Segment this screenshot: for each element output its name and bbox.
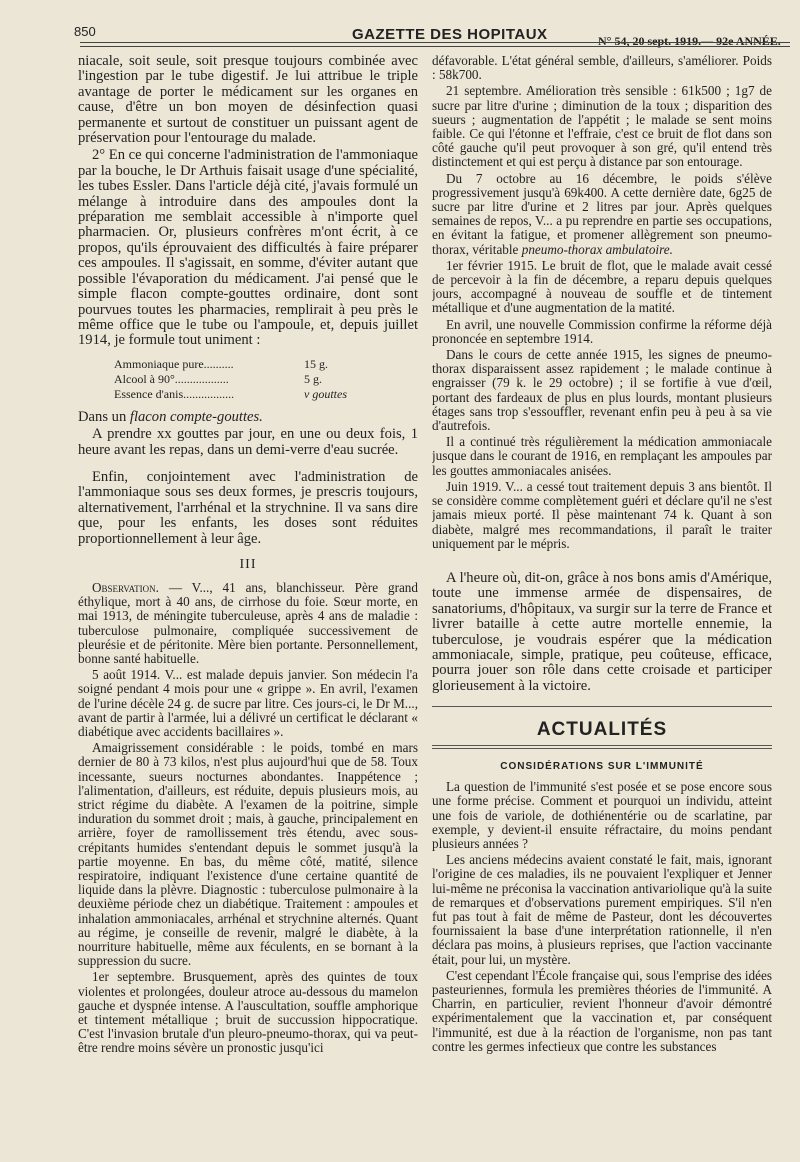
section-rule (432, 745, 772, 746)
paragraph: 21 septembre. Amélioration très sensible : 61k500 ; 1g7 de sucre par litre d'urine ; diminution de la toux ; disparition des sueurs ; augmentation de l'appétit ; le malade se sent moins faible. Ce qui l'étonne et l'effraie, c'est ce bruit de flot dans son côté gauche qu'il peut provoquer à son gré, qu'il entend très distinctement et qui est perçu à distance par son entourage. (432, 83, 772, 170)
page-header (0, 18, 800, 58)
paragraph: défavorable. L'état général semble, d'ailleurs, s'améliorer. Poids : 58k700. (432, 54, 772, 83)
italic-text: pneumo-thorax ambulatoire. (521, 241, 673, 257)
paragraph: Les anciens médecins avaient constaté le fait, mais, ignorant l'origine de ces maladies, ils ne pouvaient l'expliquer et Jenner lui-même ne préconisa la vaccination antivariolique qu'à la suite de remarques et d'observations purement empiriques. S'il n'en fut pas tout à fait de même de Pasteur, dont les découvertes fournissaient la base d'une interprétation rationnelle, il n'en déclara pas moins, à plusieurs reprises, que l'action vaccinante était, pour lui, un mystère. (432, 852, 772, 967)
paragraph: 2° En ce qui concerne l'administration de l'ammoniaque par la bouche, le Dr Arthuis faisait usage d'une spécialité, les tubes Essler. Dans l'article déjà cité, j'avais formulé un mélange à introduire dans des ampoules dont la préparation me semblait accessible à n'importe quel pharmacien. Or, plusieurs confrères m'ont écrit, à ce propos, qu'ils éprouvaient des difficultés à faire préparer ces ampoules. Il s'agissait, en somme, d'éviter autant que possible l'évaporation du médicament. J'ai pensé que le simple flacon compte-gouttes ordinaire, dont sont pourvues toutes les pharmacies, remplirait à peu près le même office que le tube ou l'ampoule, et, depuis juillet 1914, je formule tout uniment : (78, 147, 418, 349)
paragraph: 1er février 1915. Le bruit de flot, que le malade avait cessé de percevoir à la fin de décembre, a reparu depuis quelques jours, accompagné à nouveau de souffle et de tintement métallique et d'une augmentation de la matité. (432, 257, 772, 316)
right-column (432, 54, 772, 1154)
header-rule (80, 42, 790, 43)
paragraph: Il a continué très régulièrement la médication ammoniacale jusque dans le courant de 1916, en remplaçant les ampoules par les gouttes ammoniacales anisées. (432, 434, 772, 478)
paragraph: C'est cependant l'École française qui, sous l'emprise des idées pasteuriennes, formula les premières théories de l'immunité. A Charrin, en particulier, revient l'honneur d'avoir démontré expérimentalement que la vaccination et, par conséquent l'immunité, est due à la réaction de l'organisme, non pas tant contre les germes infectieux que contre les substances (432, 967, 772, 1054)
text-run: Dans un (78, 408, 130, 425)
paragraph: Juin 1919. V... a cessé tout traitement depuis 3 ans bientôt. Il se considère comme complètement guéri et déclare qu'il ne s'est jamais mieux porté. Il pèse maintenant 74 k. Quant à son diabète, malgré mes recommandations, il paraît le traiter uniquement par le mépris. (432, 478, 772, 551)
page-number: 850 (74, 24, 96, 39)
formula-quantity: 5 g. (304, 371, 322, 386)
paragraph (78, 410, 418, 425)
formula-row (114, 357, 354, 372)
paragraph: La question de l'immunité s'est posée et se pose encore sous une forme précise. Comment et pourquoi un individu, atteint une fois de variole, de dothiénentérie ou de scarlatine, par exemple, y devient-il ensuite réfractaire, du moins pendant plusieurs années ? (432, 779, 772, 851)
observation-paragraph (78, 581, 418, 666)
italic-text: flacon compte-gouttes. (129, 408, 263, 425)
formula-ingredient: Alcool à 90°.................. (114, 371, 229, 386)
paragraph: Amaigrissement considérable : le poids, tombé en mars dernier de 80 à 73 kilos, n'est plus aujourd'hui que de 58. Toux incessante, sueurs nocturnes abondantes. Inappétence ; l'alimentation, d'ailleurs, est réduite, depuis plusieurs mois, au strict régime du diabète. A l'examen de la poitrine, simple induration du sommet droit ; mais, à gauche, principalement en arrière, foyer de ramollissement très étendu, avec sous-crépitants humides s'entendant depuis le sommet jusqu'à la partie moyenne. En bas, du même côté, matité, silence respiratoire, indiquant l'existence d'une certaine quantité de liquide dans la plèvre. Diagnostic : tuberculose pulmonaire à la deuxième période chez un diabétique. Traitement : ampoules et inhalation ammoniacales, arrhénal et strychnine alternés. Quant au régime, je conseille de revenir, malgré le diabète, à la nourriture habituelle, même aux féculents, en se bornant à la suppression du sucre. (78, 740, 418, 969)
text-run: — V..., 41 ans, blanchisseur. Père grand éthylique, mort à 40 ans, de cirrhose du foie. Sœur morte, en mai 1913, de méningite tuberculeuse, après 4 ans de maladie : tuberculose pulmonaire, compliquée successivement de pleurésie et de péritonite. Mère bien portante. Personnellement, bonne santé habituelle. (78, 579, 418, 666)
formula-row (114, 372, 354, 387)
text-run: Du 7 octobre au 16 décembre, le poids s'élève progressivement jusqu'à 69k400. A cette dernière date, 6g25 de sucre par litre d'urine et 2 litres par jour. Après quelques semaines de repos, V... a pu reprendre en partie ses occupations, en évitant la fatigue, et promener allègrement son pneumo-thorax, véritable (432, 170, 772, 257)
paragraph: 1er septembre. Brusquement, après des quintes de toux violentes et prolongées, douleur atroce au-dessous du mamelon gauche et dyspnée intense. A l'auscultation, souffle amphorique et tintement métallique ; bruit de succussion hippocratique. C'est l'invasion brutale d'un pleuro-pneumo-thorax, qui va peut-être rendre moins sévère un pronostic jusqu'ici (78, 969, 418, 1056)
paragraph (432, 172, 772, 257)
issue-info: N° 54, 20 sept. 1919.— 92e ANNÉE. (598, 34, 781, 48)
observation-heading: Observation. (92, 579, 159, 595)
formula-quantity: v gouttes (304, 386, 347, 401)
section-number: III (239, 556, 257, 572)
section-title-actualites: ACTUALITÉS (536, 719, 668, 741)
paragraph: niacale, soit seule, soit presque toujours combinée avec l'ingestion par le tube digestif. Je lui attribue le triple avantage de porter le médicament sur les organes en cause, d'être un bon moyen de désinfection quasi permanente et surtout de constituer un puissant agent de préservation pour l'entourage du malade. (78, 54, 418, 147)
formula-ingredient: Essence d'anis................. (114, 386, 235, 401)
closing-paragraph: A l'heure où, dit-on, grâce à nos bons amis d'Amérique, toute une immense armée de dispensaires, de sanatoriums, d'hôpitaux, va surgir sur la terre de France et livrer bataille à cette autre mortelle ennemie, la tuberculose, je voudrais espérer que la médication ammoniacale, simple, pratique, peu coûteuse, efficace, pourra jouer son rôle dans cette croisade et participer glorieusement à la victoire. (432, 569, 772, 694)
paragraph: A prendre xx gouttes par jour, en une ou deux fois, 1 heure avant les repas, dans un demi-verre d'eau sucrée. (78, 426, 418, 458)
formula-row (114, 387, 354, 402)
section-rule (432, 706, 772, 707)
paragraph: Dans le cours de cette année 1915, les signes de pneumo-thorax disparaissent assez rapidement ; le malade continue à engraisser (79 k. le 29 octobre) ; il se fortifie à vue d'œil, portant des fardeaux de plus en plus lourds, montant plusieurs étages sans trop s'essouffler, revenant enfin peu à peu à sa vie d'autrefois. (432, 347, 772, 434)
formula-ingredient: Ammoniaque pure.......... (114, 356, 234, 371)
article-heading: CONSIDÉRATIONS SUR L'IMMUNITÉ (500, 761, 704, 773)
prescription-formula (114, 357, 418, 402)
paragraph: En avril, une nouvelle Commission confirme la réforme déjà prononcée en septembre 1914. (432, 316, 772, 346)
left-column (78, 54, 418, 1154)
formula-quantity: 15 g. (304, 356, 328, 371)
journal-title: GAZETTE DES HOPITAUX (352, 26, 548, 43)
paragraph: Enfin, conjointement avec l'administration de l'ammoniaque sous ses deux formes, je prescris toujours, alternativement, l'arrhénal et la strychnine. Il va sans dire que, pour les enfants, les doses sont réduites proportionnellement à leur âge. (78, 468, 418, 547)
section-rule (432, 748, 772, 749)
paragraph: 5 août 1914. V... est malade depuis janvier. Son médecin l'a soigné pendant 4 mois pour une « grippe ». En avril, l'examen de l'urine décèle 24 g. de sucre par litre. Ces jours-ci, le Dr M..., avant de partir à l'armée, lui a délivré un certificat le déclarant « diabétique avec accidents bacillaires ». (78, 667, 418, 739)
header-rule-double (80, 46, 790, 47)
